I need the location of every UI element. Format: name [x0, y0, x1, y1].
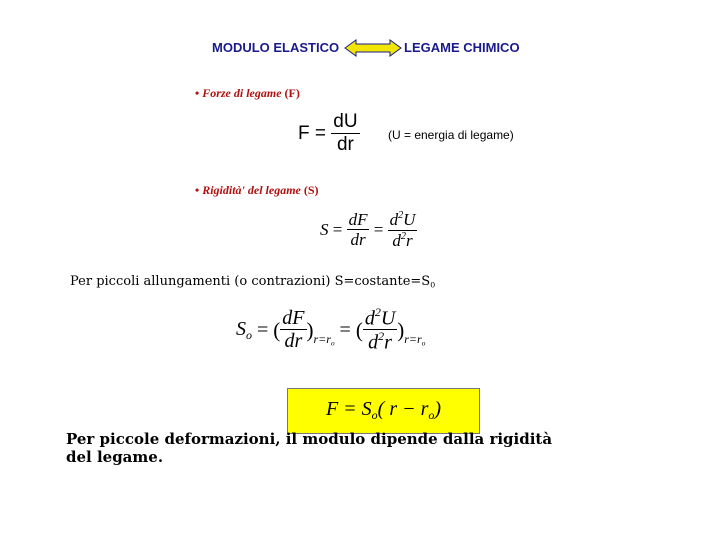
formula-force-note: (U = energia di legame): [388, 128, 514, 142]
formula-stiffness-eq1: =: [332, 220, 343, 240]
small-elongation-line: [70, 274, 435, 290]
double-arrow-icon: [344, 38, 402, 58]
header-right: LEGAME CHIMICO: [404, 40, 520, 55]
bullet-stiffness-label: Rigidità' del legame: [202, 183, 301, 197]
formula-s0-close2: ): [397, 317, 405, 342]
small-elongation-text: Per piccoli allungamenti (o contrazioni) S=costante=S: [70, 274, 431, 289]
formula-force-lhs: F =: [298, 122, 326, 144]
formula-s0-den2: $d^2r$: [368, 329, 392, 354]
formula-stiffness-lhs: S: [320, 220, 329, 240]
header-left: MODULO ELASTICO: [212, 40, 340, 55]
formula-s0-open2: (: [355, 317, 363, 342]
formula-s0: [236, 306, 425, 355]
formula-stiffness-den2: $d^2r$: [392, 230, 413, 250]
formula-s0-cond1: r=ro: [313, 331, 335, 348]
formula-s0-lhs: $S_o$: [236, 317, 252, 342]
formula-stiffness-frac2: [388, 210, 418, 250]
conclusion-line2: del legame.: [66, 448, 164, 466]
formula-stiffness-den1: dr: [350, 230, 366, 250]
formula-stiffness-num2: $d^2U$: [389, 210, 416, 230]
bullet-dot-2: •: [195, 183, 200, 197]
formula-s0-num2: $d^2U$: [364, 305, 396, 330]
formula-s0-close1: ): [306, 317, 314, 342]
bullet-stiffness: [195, 183, 319, 198]
formula-s0-frac2: [363, 306, 397, 355]
conclusion: [66, 430, 666, 466]
formula-force: [298, 112, 360, 156]
formula-stiffness-num1: dF: [348, 209, 368, 229]
formula-s0-frac1: [280, 307, 306, 353]
formula-s0-cond2: r=ro: [404, 331, 426, 348]
formula-s0-eq: =: [257, 318, 269, 341]
formula-force-den: dr: [336, 133, 354, 155]
bullet-forces-symbol: (F): [284, 86, 300, 100]
formula-stiffness: [320, 210, 417, 250]
bullet-forces: [195, 86, 300, 101]
formula-s0-den1: dr: [284, 330, 303, 353]
formula-stiffness-eq2: =: [373, 220, 384, 240]
formula-s0-open1: (: [273, 317, 281, 342]
formula-stiffness-frac1: [347, 211, 370, 250]
bullet-stiffness-symbol: (S): [303, 183, 319, 197]
conclusion-line1: Per piccole deformazioni, il modulo dipende dalla rigidità: [66, 430, 553, 448]
formula-force-num: dU: [333, 111, 358, 132]
boxed-formula-text: $F = S_o$( $r - r_o$): [325, 398, 442, 423]
bullet-dot: •: [195, 86, 200, 100]
formula-s0-eq2: =: [339, 318, 351, 341]
boxed-formula: [287, 388, 480, 434]
bullet-forces-label: Forze di legame: [202, 86, 282, 100]
formula-s0-num1: dF: [282, 307, 305, 330]
small-elongation-sub: 0: [430, 280, 436, 290]
formula-force-fraction: [331, 112, 359, 156]
